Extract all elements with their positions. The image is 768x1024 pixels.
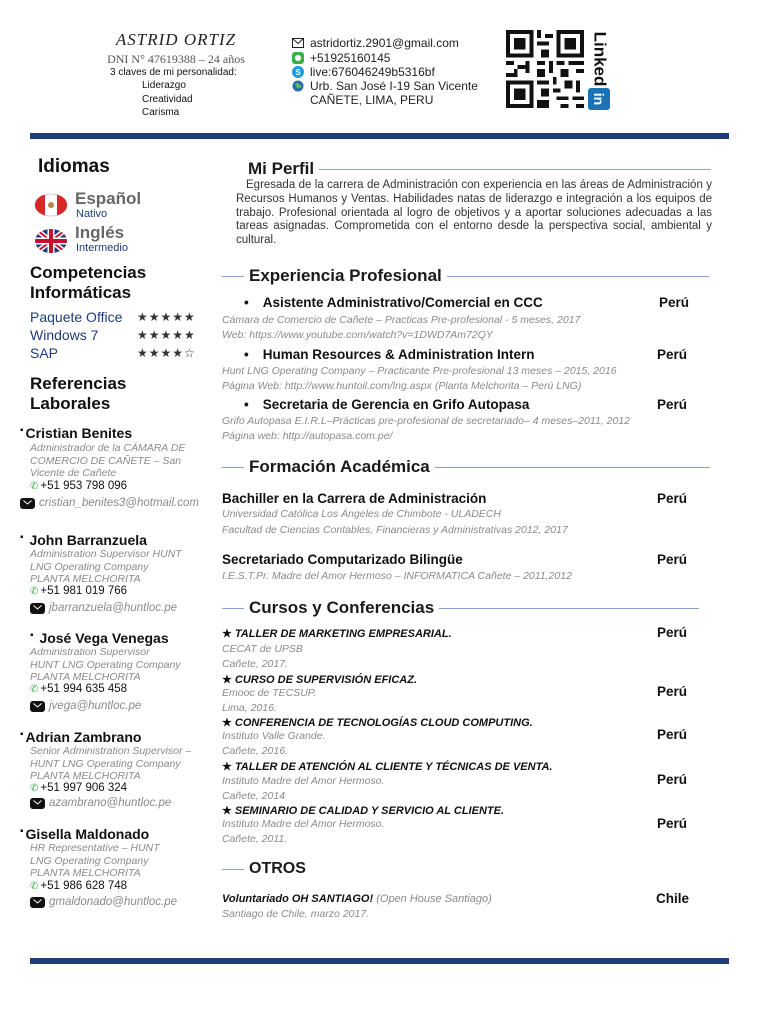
section-cursos — [222, 597, 699, 619]
job-detail: Cámara de Comercio de Cañete – Practicas Pre-profesional - 5 meses, 2017 — [222, 314, 581, 326]
linkedin-in: in — [590, 92, 607, 106]
skill-stars: ★★★★☆ — [137, 346, 196, 360]
reference-email[interactable]: cristian_benites3@hotmail.com — [20, 497, 199, 509]
reference-phone: ✆ +51 997 906 324 — [30, 782, 128, 794]
reference-name: ▪ John Barranzuela — [20, 532, 147, 548]
referencias-title — [30, 374, 126, 414]
trait-item: Liderazgo — [142, 80, 186, 91]
reference-name: ▪ José Vega Venegas — [30, 630, 169, 646]
course-country: Perú — [657, 625, 688, 640]
reference-name: ▪ Cristian Benites — [20, 425, 133, 441]
contact-text: astridortiz.2901@gmail.com — [310, 36, 459, 50]
job-title: • Asistente Administrativo/Comercial en CCC — [244, 295, 543, 310]
job-detail: Grifo Autopasa E.I.R.L–Prácticas pre-profesional de secretariado– 4 meses–2011, 2012 — [222, 415, 630, 427]
envelope-icon — [30, 897, 45, 908]
globe-icon — [292, 80, 304, 92]
reference-desc: Administration Supervisor HUNT LNG Operating Company PLANTA MELCHORITA — [30, 548, 182, 585]
course-country: Perú — [657, 816, 688, 831]
competencias-line: Competencias — [30, 263, 147, 282]
course-detail: Cañete, 2016. — [222, 745, 288, 757]
uk-flag-icon — [34, 228, 68, 254]
course-title: ★ TALLER DE ATENCIÓN AL CLIENTE Y TÉCNICAS DE VENTA. — [222, 761, 553, 773]
volunteer-country: Chile — [656, 891, 690, 906]
top-divider — [30, 133, 729, 139]
job-country: Perú — [659, 295, 690, 310]
contact-address — [292, 79, 478, 93]
degree-title: Bachiller en la Carrera de Administración — [222, 491, 487, 506]
job-title: • Secretaria de Gerencia en Grifo Autopasa — [244, 397, 529, 412]
contact-text: CAÑETE, LIMA, PERU — [310, 93, 434, 107]
star-icon: ★ — [222, 674, 232, 686]
course-detail: Cañete, 2014 — [222, 790, 286, 802]
reference-email[interactable]: jvega@huntloc.pe — [30, 700, 141, 712]
trait-item: Carisma — [142, 107, 180, 118]
course-country: Perú — [657, 772, 688, 787]
reference-name: ▪ Adrian Zambrano — [20, 729, 142, 745]
reference-phone: ✆ +51 994 635 458 — [30, 683, 128, 695]
star-icon: ★ — [222, 717, 232, 729]
reference-desc: Administration Supervisor HUNT LNG Operating Company PLANTA MELCHORITA — [30, 646, 181, 683]
section-title: Cursos y Conferencias — [249, 598, 435, 617]
envelope-icon — [20, 498, 35, 509]
skill-stars: ★★★★★ — [137, 328, 196, 342]
degree-country: Perú — [657, 491, 688, 506]
skype-icon — [292, 66, 304, 78]
reference-desc: Senior Administration Supervisor – HUNT LNG Operating Company PLANTA MELCHORITA — [30, 745, 192, 782]
qr-code-icon — [505, 30, 585, 108]
reference-phone: ✆ +51 981 019 766 — [30, 585, 128, 597]
dni-age: DNI N° 47619388 – 24 años — [107, 52, 245, 66]
course-detail: Instituto Madre del Amor Hermoso. — [222, 775, 385, 787]
course-detail: Lima, 2016. — [222, 702, 277, 714]
section-title: Experiencia Profesional — [249, 266, 442, 285]
peru-flag-icon — [34, 193, 68, 217]
volunteer-detail: Santiago de Chile, marzo 2017. — [222, 908, 370, 920]
course-detail: Cañete, 2017. — [222, 658, 288, 670]
envelope-icon — [30, 603, 45, 614]
course-title: ★ SEMINARIO DE CALIDAD Y SERVICIO AL CLIENTE. — [222, 805, 504, 817]
profile-text: Egresada de la carrera de Administración con experiencia en las áreas de Administración y Recursos Humanos y Ventas. Habilidades natas de liderazgo e integración a los equipos de trabajo. Profesional orientada al logro de objetivos y a aportar soluciones adecuadas a las tareas asignadas. Comprometida con el entorno desde la perspectiva social, ambiental y cultural. — [236, 179, 712, 247]
volunteer-title: Voluntariado OH SANTIAGO! (Open House Santiago) — [222, 893, 492, 905]
degree-title: Secretariado Computarizado Bilingüe — [222, 552, 463, 567]
linkedin-logo-icon[interactable] — [586, 30, 612, 110]
section-formacion — [222, 456, 710, 478]
competencias-line: Informáticas — [30, 283, 132, 302]
reference-name: ▪ Gisella Maldonado — [20, 826, 150, 842]
job-country: Perú — [657, 347, 688, 362]
skill-name: Windows 7 — [30, 327, 99, 343]
course-title: ★ CONFERENCIA DE TECNOLOGÍAS CLOUD COMPUTING. — [222, 717, 533, 729]
reference-desc: HR Representative – HUNT LNG Operating Company PLANTA MELCHORITA — [30, 842, 160, 879]
contact-text: Urb. San José I-19 San Vicente — [310, 79, 478, 93]
job-web[interactable]: Página web: http://autopasa.com.pe/ — [222, 430, 393, 442]
job-country: Perú — [657, 397, 688, 412]
whatsapp-icon: ✆ — [30, 480, 39, 492]
reference-email[interactable]: gmaldonado@huntloc.pe — [30, 896, 177, 908]
linkedin-text: Linked — [590, 31, 610, 87]
reference-email[interactable]: azambrano@huntloc.pe — [30, 797, 171, 809]
skill-stars: ★★★★★ — [137, 310, 196, 324]
course-title: ★ TALLER DE MARKETING EMPRESARIAL. — [222, 628, 452, 640]
whatsapp-icon — [292, 52, 304, 64]
job-title: • Human Resources & Administration Intern — [244, 347, 535, 362]
section-title: Formación Académica — [249, 457, 430, 476]
degree-detail: Universidad Católica Los Ángeles de Chimbote - ULADECH — [222, 508, 501, 520]
section-mi-perfil — [222, 158, 711, 180]
course-country: Perú — [657, 684, 688, 699]
section-otros — [222, 858, 306, 880]
envelope-icon — [30, 701, 45, 712]
contact-email[interactable] — [292, 36, 459, 50]
contact-text: live:676046249b5316bf — [310, 65, 435, 79]
candidate-name: ASTRID ORTIZ — [115, 30, 237, 49]
star-icon: ★ — [222, 805, 232, 817]
job-web[interactable]: Web: https://www.youtube.com/watch?v=1DWD7Am72QY — [222, 329, 493, 341]
skill-name: SAP — [30, 345, 59, 361]
language-level: Nativo — [76, 208, 108, 220]
skill-name: Paquete Office — [30, 309, 123, 325]
bottom-divider — [30, 958, 729, 964]
course-detail: Instituto Madre del Amor Hermoso. — [222, 818, 385, 830]
course-detail: Instituto Valle Grande. — [222, 730, 326, 742]
reference-desc: Administrador de la CÁMARA DE COMERCIO DE CAÑETE – San Vicente de Cañete — [30, 442, 186, 479]
whatsapp-icon: ✆ — [30, 880, 39, 892]
trait-item: Creatividad — [142, 94, 193, 105]
reference-phone: ✆ +51 986 628 748 — [30, 880, 128, 892]
star-icon: ★ — [222, 628, 232, 640]
envelope-icon — [292, 37, 304, 49]
contact-skype[interactable] — [292, 65, 435, 79]
personality-label: 3 claves de mi personalidad: — [110, 67, 237, 78]
course-country: Perú — [657, 727, 688, 742]
whatsapp-icon: ✆ — [30, 782, 39, 794]
star-icon: ★ — [222, 761, 232, 773]
language-name: Inglés — [75, 223, 125, 242]
course-detail: Cañete, 2011. — [222, 833, 288, 845]
job-web[interactable]: Página Web: http://www.huntoil.com/lng.aspx (Planta Melchorita – Perú LNG) — [222, 380, 582, 392]
competencias-title — [30, 263, 146, 303]
section-experiencia — [222, 265, 709, 287]
svg-text:S: S — [295, 68, 301, 77]
job-detail: Hunt LNG Operating Company – Practicante Pre-profesional 13 meses – 2015, 2016 — [222, 365, 617, 377]
degree-detail: I.E.S.T.Pr. Madre del Amor Hermoso – INFORMATICA Cañete – 2011,2012 — [222, 570, 572, 582]
referencias-line: Laborales — [30, 394, 111, 413]
envelope-icon — [30, 798, 45, 809]
idiomas-title: Idiomas — [38, 156, 110, 177]
language-name: Español — [75, 189, 142, 208]
section-title: Mi Perfil — [248, 159, 315, 178]
course-title: ★ CURSO DE SUPERVISIÓN EFICAZ. — [222, 674, 418, 686]
section-title: OTROS — [249, 860, 306, 877]
degree-detail: Facultad de Ciencias Contables, Financieras y Administrativas 2012, 2017 — [222, 524, 568, 536]
reference-email[interactable]: jbarranzuela@huntloc.pe — [30, 602, 177, 614]
course-detail: CECAT de UPSB — [222, 643, 303, 655]
course-detail: Emooc de TECSUP. — [222, 687, 317, 699]
referencias-line: Referencias — [30, 374, 127, 393]
degree-country: Perú — [657, 552, 688, 567]
reference-phone: ✆ +51 953 798 096 — [30, 480, 128, 492]
contact-city — [310, 93, 433, 107]
whatsapp-icon: ✆ — [30, 585, 39, 597]
contact-text: +51925160145 — [310, 51, 391, 65]
contact-whatsapp[interactable] — [292, 51, 390, 65]
whatsapp-icon: ✆ — [30, 683, 39, 695]
language-level: Intermedio — [76, 242, 128, 254]
